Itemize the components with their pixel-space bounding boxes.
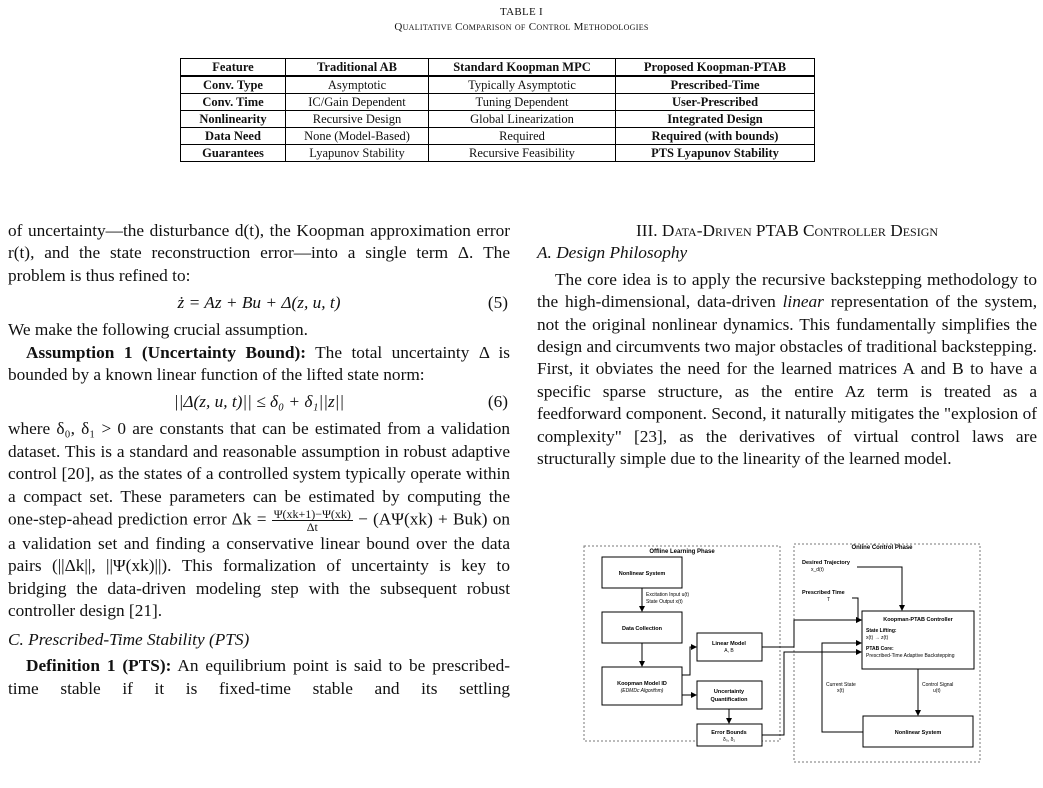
online-panel-title: Online Control Phase <box>851 545 913 551</box>
table-cell: IC/Gain Dependent <box>286 94 429 111</box>
edge-label: Control Signal <box>922 682 954 688</box>
box-label: Nonlinear System <box>894 730 942 736</box>
arrow <box>682 647 696 675</box>
table-cell: Guarantees <box>181 145 286 162</box>
arrow <box>852 598 861 620</box>
table-cell: Required (with bounds) <box>616 128 815 145</box>
arrow <box>762 652 861 735</box>
table-cell: Nonlinearity <box>181 111 286 128</box>
box-label: Uncertainty <box>713 689 745 695</box>
table-cell: PTS Lyapunov Stability <box>616 145 815 162</box>
table-cell: Recursive Feasibility <box>429 145 616 162</box>
paragraph-text: where δ₀, δ₁ > 0 are constants that can be estimated from a validation dataset. This is a standard and reasonable assumption in robust adaptive control [20], as the states of a controlled system typically operate within a compact set. These parameters can be estimated by computing the one-step-ahead prediction error Δk = <box>8 419 510 529</box>
edge-label: u(t) <box>933 688 941 694</box>
box-sublabel: x(t) → z(t) <box>866 635 889 641</box>
paragraph: of uncertainty—the disturbance d(t), the Koopman approximation error r(t), and the state reconstruction error—into a single term Δ. The problem is thus refined to: <box>8 221 510 285</box>
equation-number: (6) <box>487 392 508 412</box>
table-header-row <box>181 59 815 77</box>
input-sublabel: T <box>827 597 831 603</box>
table-cell: Global Linearization <box>429 111 616 128</box>
box-sublabel: A, B <box>724 648 734 654</box>
paragraph-text: The core idea is to apply the recursive backstepping methodology to the high-dimensional, data-driven <box>537 269 1037 312</box>
emphasis: linear <box>782 292 824 312</box>
assumption-paragraph <box>8 342 510 387</box>
table-cell: None (Model-Based) <box>286 128 429 145</box>
table-row <box>181 145 815 162</box>
table-cell: Prescribed-Time <box>616 76 815 94</box>
right-column <box>537 220 1037 470</box>
arrow <box>857 567 902 610</box>
paragraph-text: − (AΨ(xk) + Buk) on a validation set and finding a conservative linear bound over the data pairs (||Δk||, ||Ψ(xk)||). This formalization of uncertainty is key to bridging the data-driven modeling step with the subsequent robust controller design [21]. <box>8 509 510 621</box>
col-header: Traditional AB <box>286 59 429 77</box>
equation-body: ||Δ(z, u, t)|| ≤ δ₀ + δ₁||z|| <box>173 392 345 412</box>
paragraph: We make the following crucial assumption. <box>8 320 308 340</box>
box-label: Data Collection <box>621 626 663 632</box>
col-header: Feature <box>181 59 286 77</box>
equation-number: (5) <box>487 293 508 313</box>
box-label: Koopman Model ID <box>617 681 667 687</box>
box-label: Linear Model <box>712 641 746 647</box>
table-cell: Required <box>429 128 616 145</box>
box-sublabel: δ₀, δ₁ <box>722 737 736 743</box>
offline-panel-title: Offline Learning Phase <box>649 549 715 555</box>
table-row <box>181 94 815 111</box>
table-row <box>181 76 815 94</box>
input-label: Desired Trajectory <box>802 560 850 566</box>
table-cell: Recursive Design <box>286 111 429 128</box>
table-row <box>181 111 815 128</box>
table-label: TABLE I <box>499 6 544 18</box>
assumption-label: Assumption 1 (Uncertainty Bound): <box>26 342 306 362</box>
edge-label: x(t) <box>837 688 845 694</box>
box-sublabel: (EDMDc Algorithm) <box>620 688 664 694</box>
input-sublabel: x_d(t) <box>811 567 824 573</box>
definition-text: An equilibrium point is said to be prescribed-time stable if it is fixed-time stable and its settling <box>8 656 510 698</box>
definition-label: Definition 1 (PTS): <box>26 656 172 676</box>
architecture-diagram <box>582 540 982 766</box>
section-heading: III. Data-Driven PTAB Controller Design <box>635 221 939 240</box>
equation-6 <box>8 389 510 415</box>
table-cell: Integrated Design <box>616 111 815 128</box>
linear-model-box <box>697 633 762 661</box>
uncertainty-quantification-box <box>697 681 762 709</box>
edge-label: Excitation Input u(t) <box>646 592 690 598</box>
table-row <box>181 128 815 145</box>
box-sublabel: State Lifting: <box>866 628 897 634</box>
box-sublabel: Prescribed-Time Adaptive Backstepping <box>866 653 955 659</box>
paragraph <box>537 269 1037 471</box>
box-label: Quantification <box>710 697 748 703</box>
box-label: Koopman-PTAB Controller <box>883 617 953 623</box>
subsection-heading: C. Prescribed-Time Stability (PTS) <box>8 629 250 649</box>
left-column <box>8 220 510 700</box>
table-cell: Tuning Dependent <box>429 94 616 111</box>
box-label: Error Bounds <box>711 730 747 736</box>
equation-5 <box>8 290 510 316</box>
col-header: Standard Koopman MPC <box>429 59 616 77</box>
table-cell: Conv. Type <box>181 76 286 94</box>
table-caption: Qualitative Comparison of Control Methodologies <box>394 21 649 33</box>
col-header: Proposed Koopman-PTAB <box>616 59 815 77</box>
comparison-table <box>180 58 815 162</box>
table-cell: Lyapunov Stability <box>286 145 429 162</box>
table-cell: Typically Asymptotic <box>429 76 616 94</box>
fraction-numerator: Ψ(xk+1)−Ψ(xk) <box>273 507 351 522</box>
box-label: Nonlinear System <box>618 571 666 577</box>
table-cell: Data Need <box>181 128 286 145</box>
fraction <box>272 508 353 533</box>
definition-paragraph <box>8 655 510 700</box>
assumption-text: The total uncertainty Δ is bounded by a known linear function of the lifted state norm: <box>8 342 510 385</box>
box-sublabel: PTAB Core: <box>866 646 894 652</box>
fraction-denominator: Δt <box>306 520 318 535</box>
table-cell: Conv. Time <box>181 94 286 111</box>
table-cell: Asymptotic <box>286 76 429 94</box>
paragraph <box>8 418 510 622</box>
equation-body: ż = Az + Bu + Δ(z, u, t) <box>177 293 341 313</box>
table-cell: User-Prescribed <box>616 94 815 111</box>
subsection-heading: A. Design Philosophy <box>537 243 688 263</box>
input-label: Prescribed Time <box>802 590 845 596</box>
paragraph-text: representation of the system, not the original nonlinear dynamics. This fundamentally simplifies the design and circumvents two major obstacles of traditional backstepping. First, it obviates the need for the learned matrices A and B to have a specific sparse structure, as the entire Az term is treated as a feedforward component. Second, it naturally mitigates the "explosion of complexity" [23], as the derivatives of virtual control laws are structurally simple due to the linearity of the learned model. <box>537 292 1038 469</box>
edge-label: Current State <box>826 682 856 688</box>
edge-label: State Output x(t) <box>646 599 683 605</box>
